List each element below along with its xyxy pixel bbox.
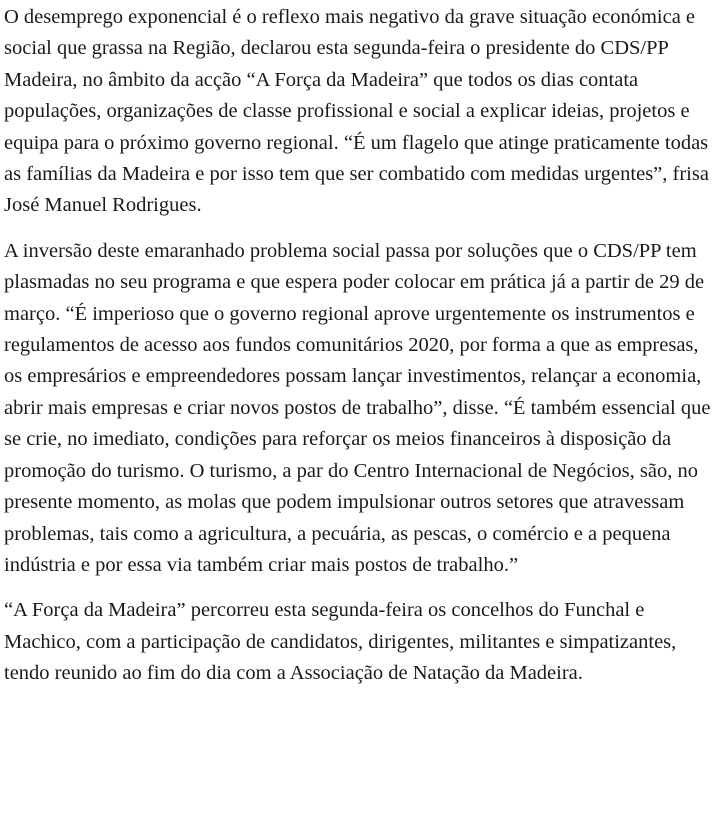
article-paragraph: O desemprego exponencial é o reflexo mais negativo da grave situação económica e social que grassa na Região, declarou esta segunda-feira o presidente do CDS/PP Madeira, no âmbito da acção “A Força da Madeira” que todos os dias contata populações, organizações de classe profissional e social a explicar ideias, projetos e equipa para o próximo governo regional. “É um flagelo que atinge praticamente todas as famílias da Madeira e por isso tem que ser combatido com medidas urgentes”, frisa José Manuel Rodrigues. <box>4 6 709 217</box>
article-paragraph: A inversão deste emaranhado problema social passa por soluções que o CDS/PP tem plasmadas no seu programa e que espera poder colocar em prática já a partir de 29 de março. “É imperioso que o governo regional aprove urgentemente os instrumentos e regulamentos de acesso aos fundos comunitários 2020, por forma a que as empresas, os empresários e empreendedores possam lançar investimentos, relançar a economia, abrir mais empresas e criar novos postos de trabalho”, disse. “É também essencial que se crie, no imediato, condições para reforçar os meios financeiros à disposição da promoção do turismo. O turismo, a par do Centro Internacional de Negócios, são, no presente momento, as molas que podem impulsionar outros setores que atravessam problemas, tais como a agricultura, a pecuária, as pescas, o comércio e a pequena indústria e por essa via também criar mais postos de trabalho.” <box>4 239 711 576</box>
article-paragraph: “A Força da Madeira” percorreu esta segunda-feira os concelhos do Funchal e Machico, com a participação de candidatos, dirigentes, militantes e simpatizantes, tendo reunido ao fim do dia com a Associação de Natação da Madeira. <box>4 599 677 685</box>
